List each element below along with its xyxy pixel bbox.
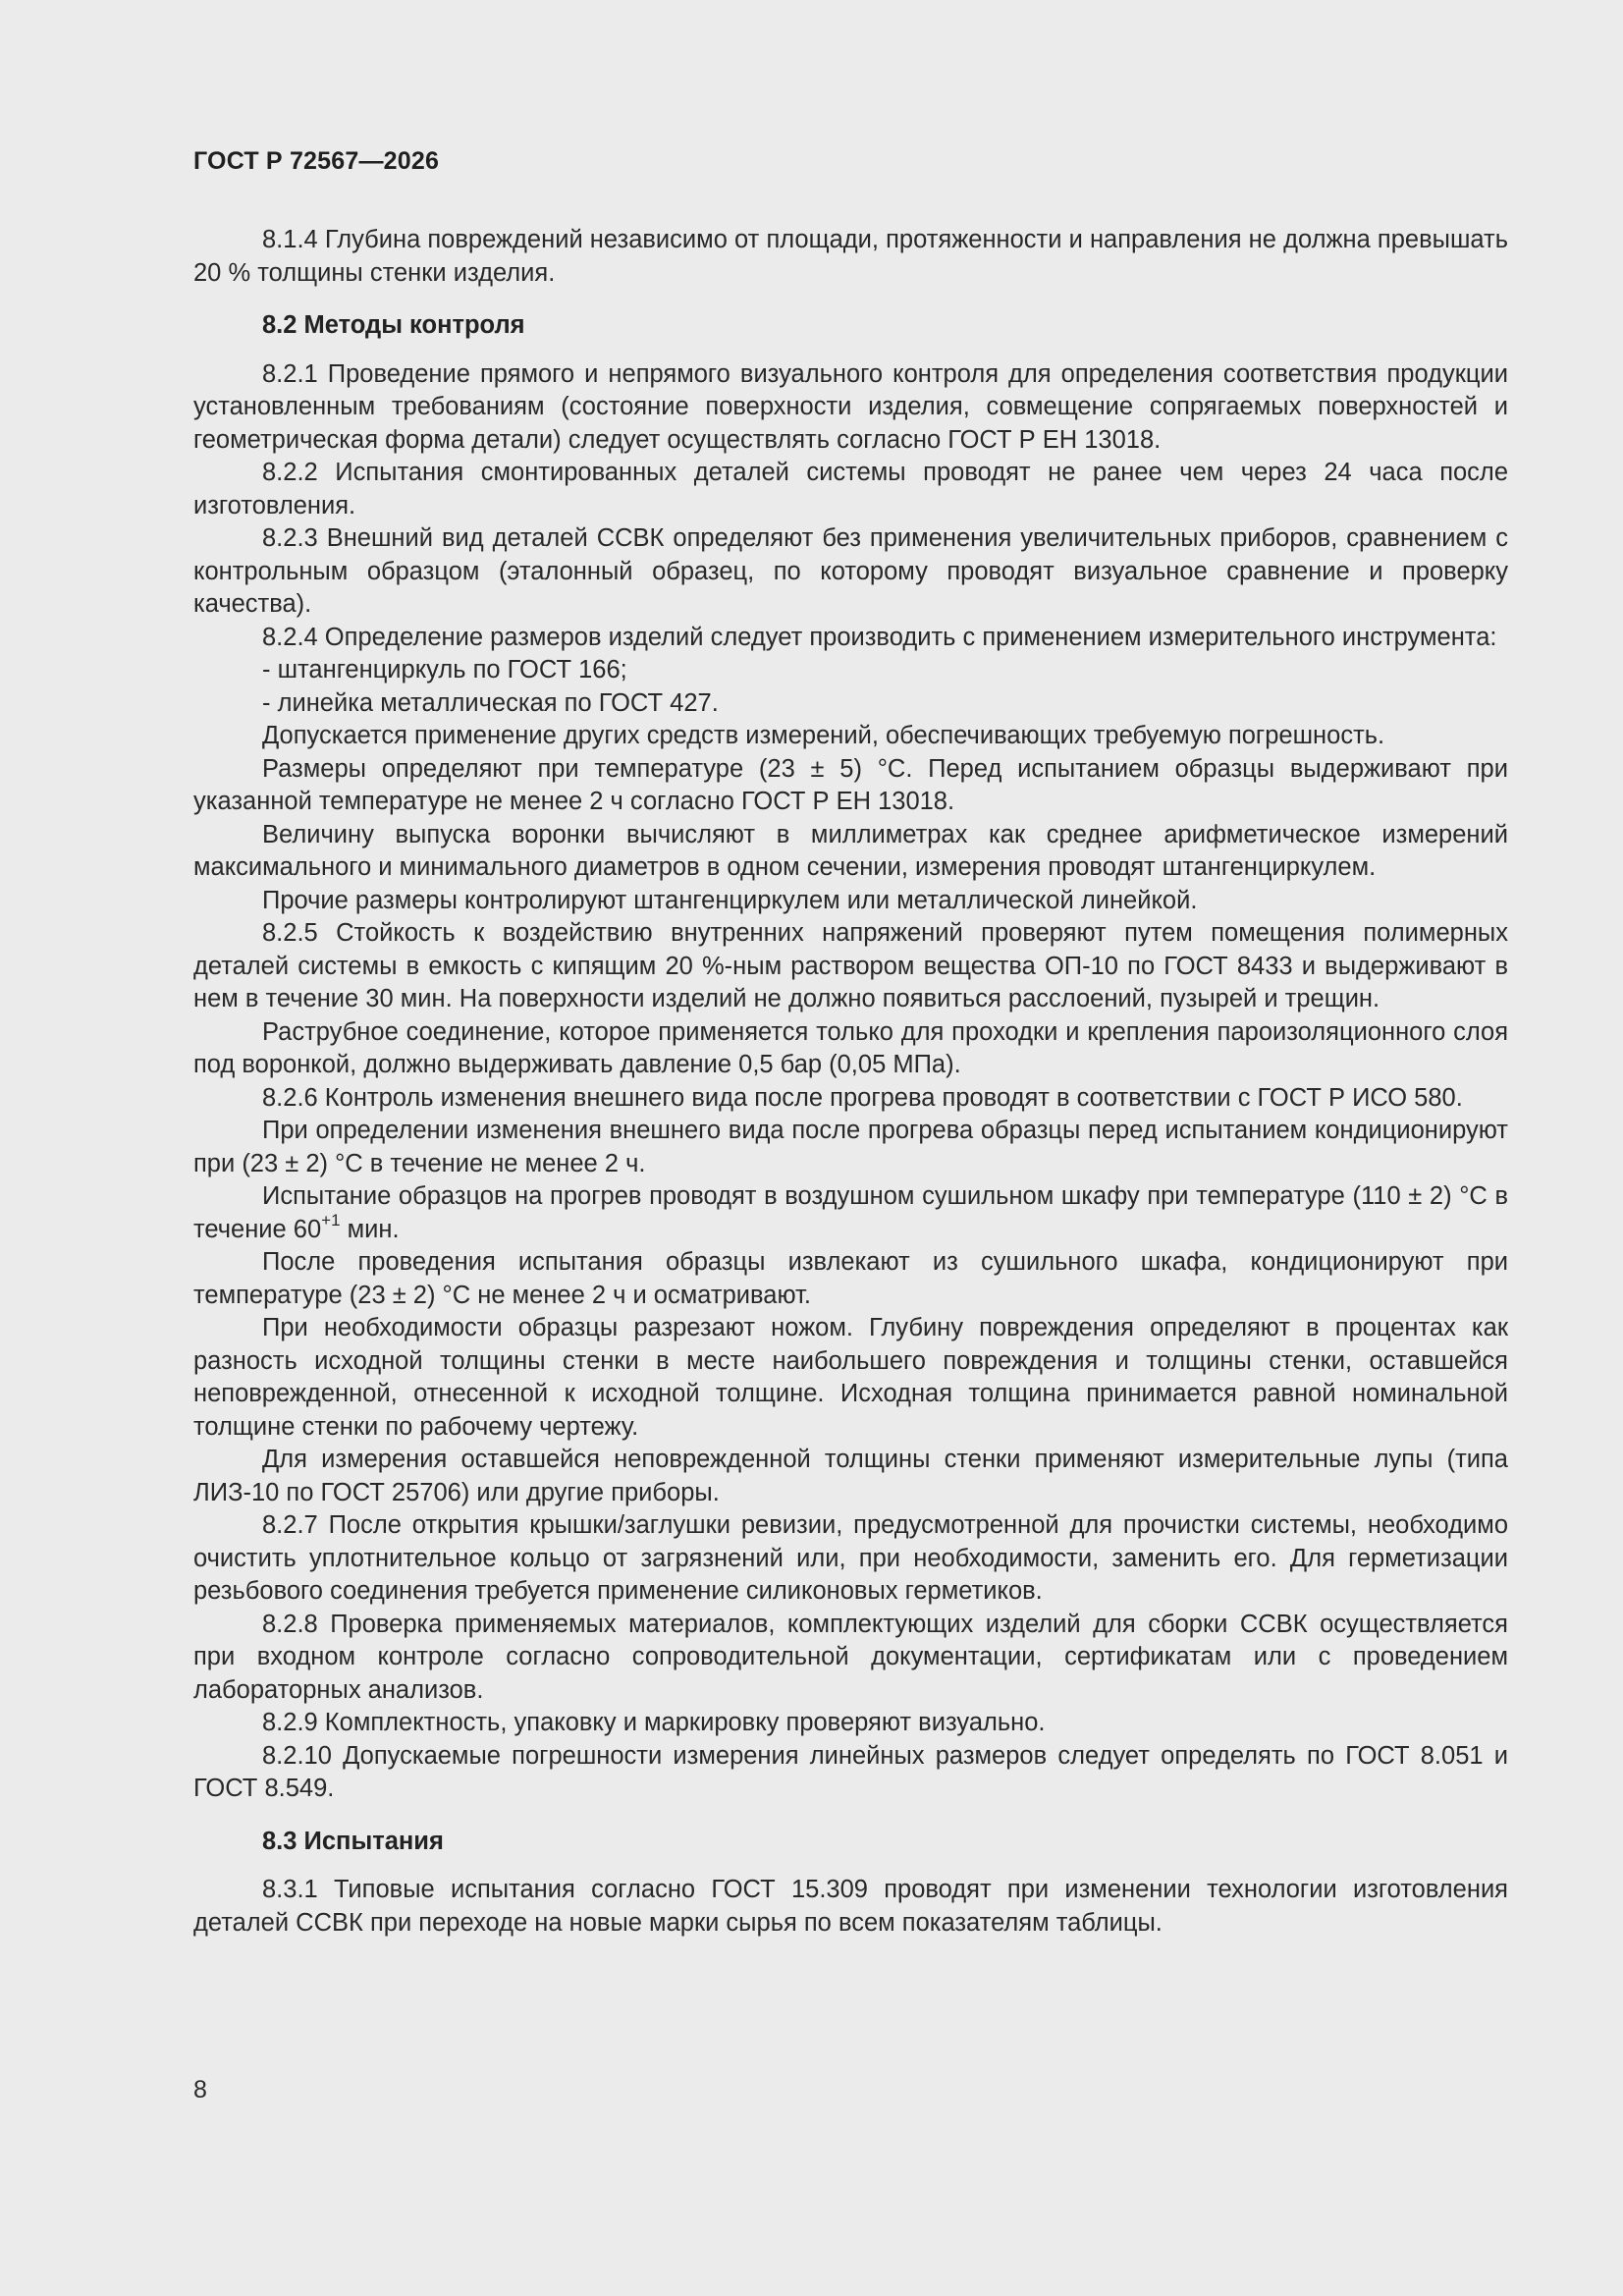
paragraph-8-2-2: 8.2.2 Испытания смонтированных деталей системы проводят не ранее чем через 24 часа после изготовления. [193,459,1508,519]
paragraph-8-2-5: 8.2.5 Стойкость к воздействию внутренних напряжений проверяют путем помещения полимерных деталей системы в емкость с кипящим 20 %-ным раствором вещества ОП-10 по ГОСТ 8433 и выдерживают в нем в течение 30 мин. На поверхности изделий не должно появиться расслоений, пузырей и трещин. [193,919,1508,1012]
paragraph-heating [193,1180,1508,1246]
heating-text-end: мин. [340,1215,400,1243]
paragraph-after-test: После проведения испытания образцы извлекают из сушильного шкафа, кондиционируют при температуре (23 ± 2) °С не менее 2 ч и осматривают. [193,1248,1508,1309]
heating-text: Испытание образцов на прогрев проводят в воздушном сушильном шкафу при температуре (110 ± 2) °С в течение 60 [193,1182,1508,1243]
paragraph-other-sizes: Прочие размеры контролируют штангенциркулем или металлической линейкой. [262,886,1198,914]
section-heading-8-3: 8.3 Испытания [262,1827,444,1855]
paragraph-8-1-4: 8.1.4 Глубина повреждений независимо от площади, протяженности и направления не должна превышать 20 % толщины стенки изделия. [193,226,1508,287]
paragraph-8-2-7: 8.2.7 После открытия крышки/заглушки ревизии, предусмотренной для прочистки системы, необходимо очистить уплотнительное кольцо от загрязнений или, при необходимости, заменить его. Для герметизации резьбового соединения требуется применение силиконовых герметиков. [193,1511,1508,1605]
heating-superscript: +1 [321,1211,341,1230]
page-number: 8 [193,2076,207,2104]
paragraph-other-means: Допускается применение других средств измерений, обеспечивающих требуемую погрешность. [262,722,1385,749]
paragraph-measure: Для измерения оставшейся неповрежденной толщины стенки применяют измерительные лупы (типа ЛИЗ-10 по ГОСТ 25706) или другие приборы. [193,1446,1508,1506]
paragraph-temperature: Размеры определяют при температуре (23 ± 5) °С. Перед испытанием образцы выдерживают при указанной температуре не менее 2 ч согласно ГОСТ Р ЕН 13018. [193,754,1508,815]
section-heading-8-2: 8.2 Методы контроля [262,311,525,339]
paragraph-8-2-6: 8.2.6 Контроль изменения внешнего вида после прогрева проводят в соответствии с ГОСТ Р ИСО 580. [262,1083,1463,1112]
paragraph-funnel: Величину выпуска воронки вычисляют в миллиметрах как среднее арифметическое измерений максимального и минимального диаметров в одном сечении, измерения проводят штангенциркулем. [193,820,1508,881]
list-item-caliper: - штангенциркуль по ГОСТ 166; [262,656,627,683]
paragraph-socket: Раструбное соединение, которое применяется только для проходки и крепления пароизоляционного слоя под воронкой, должно выдерживать давление 0,5 бар (0,05 МПа). [193,1017,1508,1078]
paragraph-8-2-8: 8.2.8 Проверка применяемых материалов, комплектующих изделий для сборки ССВК осуществляется при входном контроле согласно сопроводительной документации, сертификатам или с проведением лабораторных анализов. [193,1610,1508,1704]
list-item-ruler: - линейка металлическая по ГОСТ 427. [262,688,719,717]
paragraph-8-2-4: 8.2.4 Определение размеров изделий следует производить с применением измерительного инструмента: [262,623,1497,651]
paragraph-8-2-1: 8.2.1 Проведение прямого и непрямого визуального контроля для определения соответствия продукции установленным требованиям (состояние поверхности изделия, совмещение сопрягаемых поверхностей и геометрическая форма детали) следует осуществлять согласно ГОСТ Р ЕН 13018. [193,359,1508,454]
paragraph-8-2-9: 8.2.9 Комплектность, упаковку и маркировку проверяют визуально. [262,1709,1046,1736]
paragraph-conditioning: При определении изменения внешнего вида после прогрева образцы перед испытанием кондиционируют при (23 ± 2) °С в течение не менее 2 ч. [193,1117,1508,1177]
paragraph-8-2-3: 8.2.3 Внешний вид деталей ССВК определяют без применения увеличительных приборов, сравнением с контрольным образцом (эталонный образец, по которому проводят визуальное сравнение и проверку качества). [193,524,1508,618]
document-body [193,224,1508,1940]
paragraph-8-2-10: 8.2.10 Допускаемые погрешности измерения линейных размеров следует определять по ГОСТ 8.051 и ГОСТ 8.549. [193,1741,1508,1802]
paragraph-8-3-1: 8.3.1 Типовые испытания согласно ГОСТ 15.309 проводят при изменении технологии изготовления деталей ССВК при переходе на новые марки сырья по всем показателям таблицы. [193,1876,1508,1937]
paragraph-cut: При необходимости образцы разрезают ножом. Глубину повреждения определяют в процентах как разность исходной толщины стенки в месте наибольшего повреждения и толщины стенки, оставшейся неповрежденной, отнесенной к исходной толщине. Исходная толщина принимается равной номинальной толщине стенки по рабочему чертежу. [193,1314,1508,1441]
document-header: ГОСТ Р 72567—2026 [193,147,440,175]
